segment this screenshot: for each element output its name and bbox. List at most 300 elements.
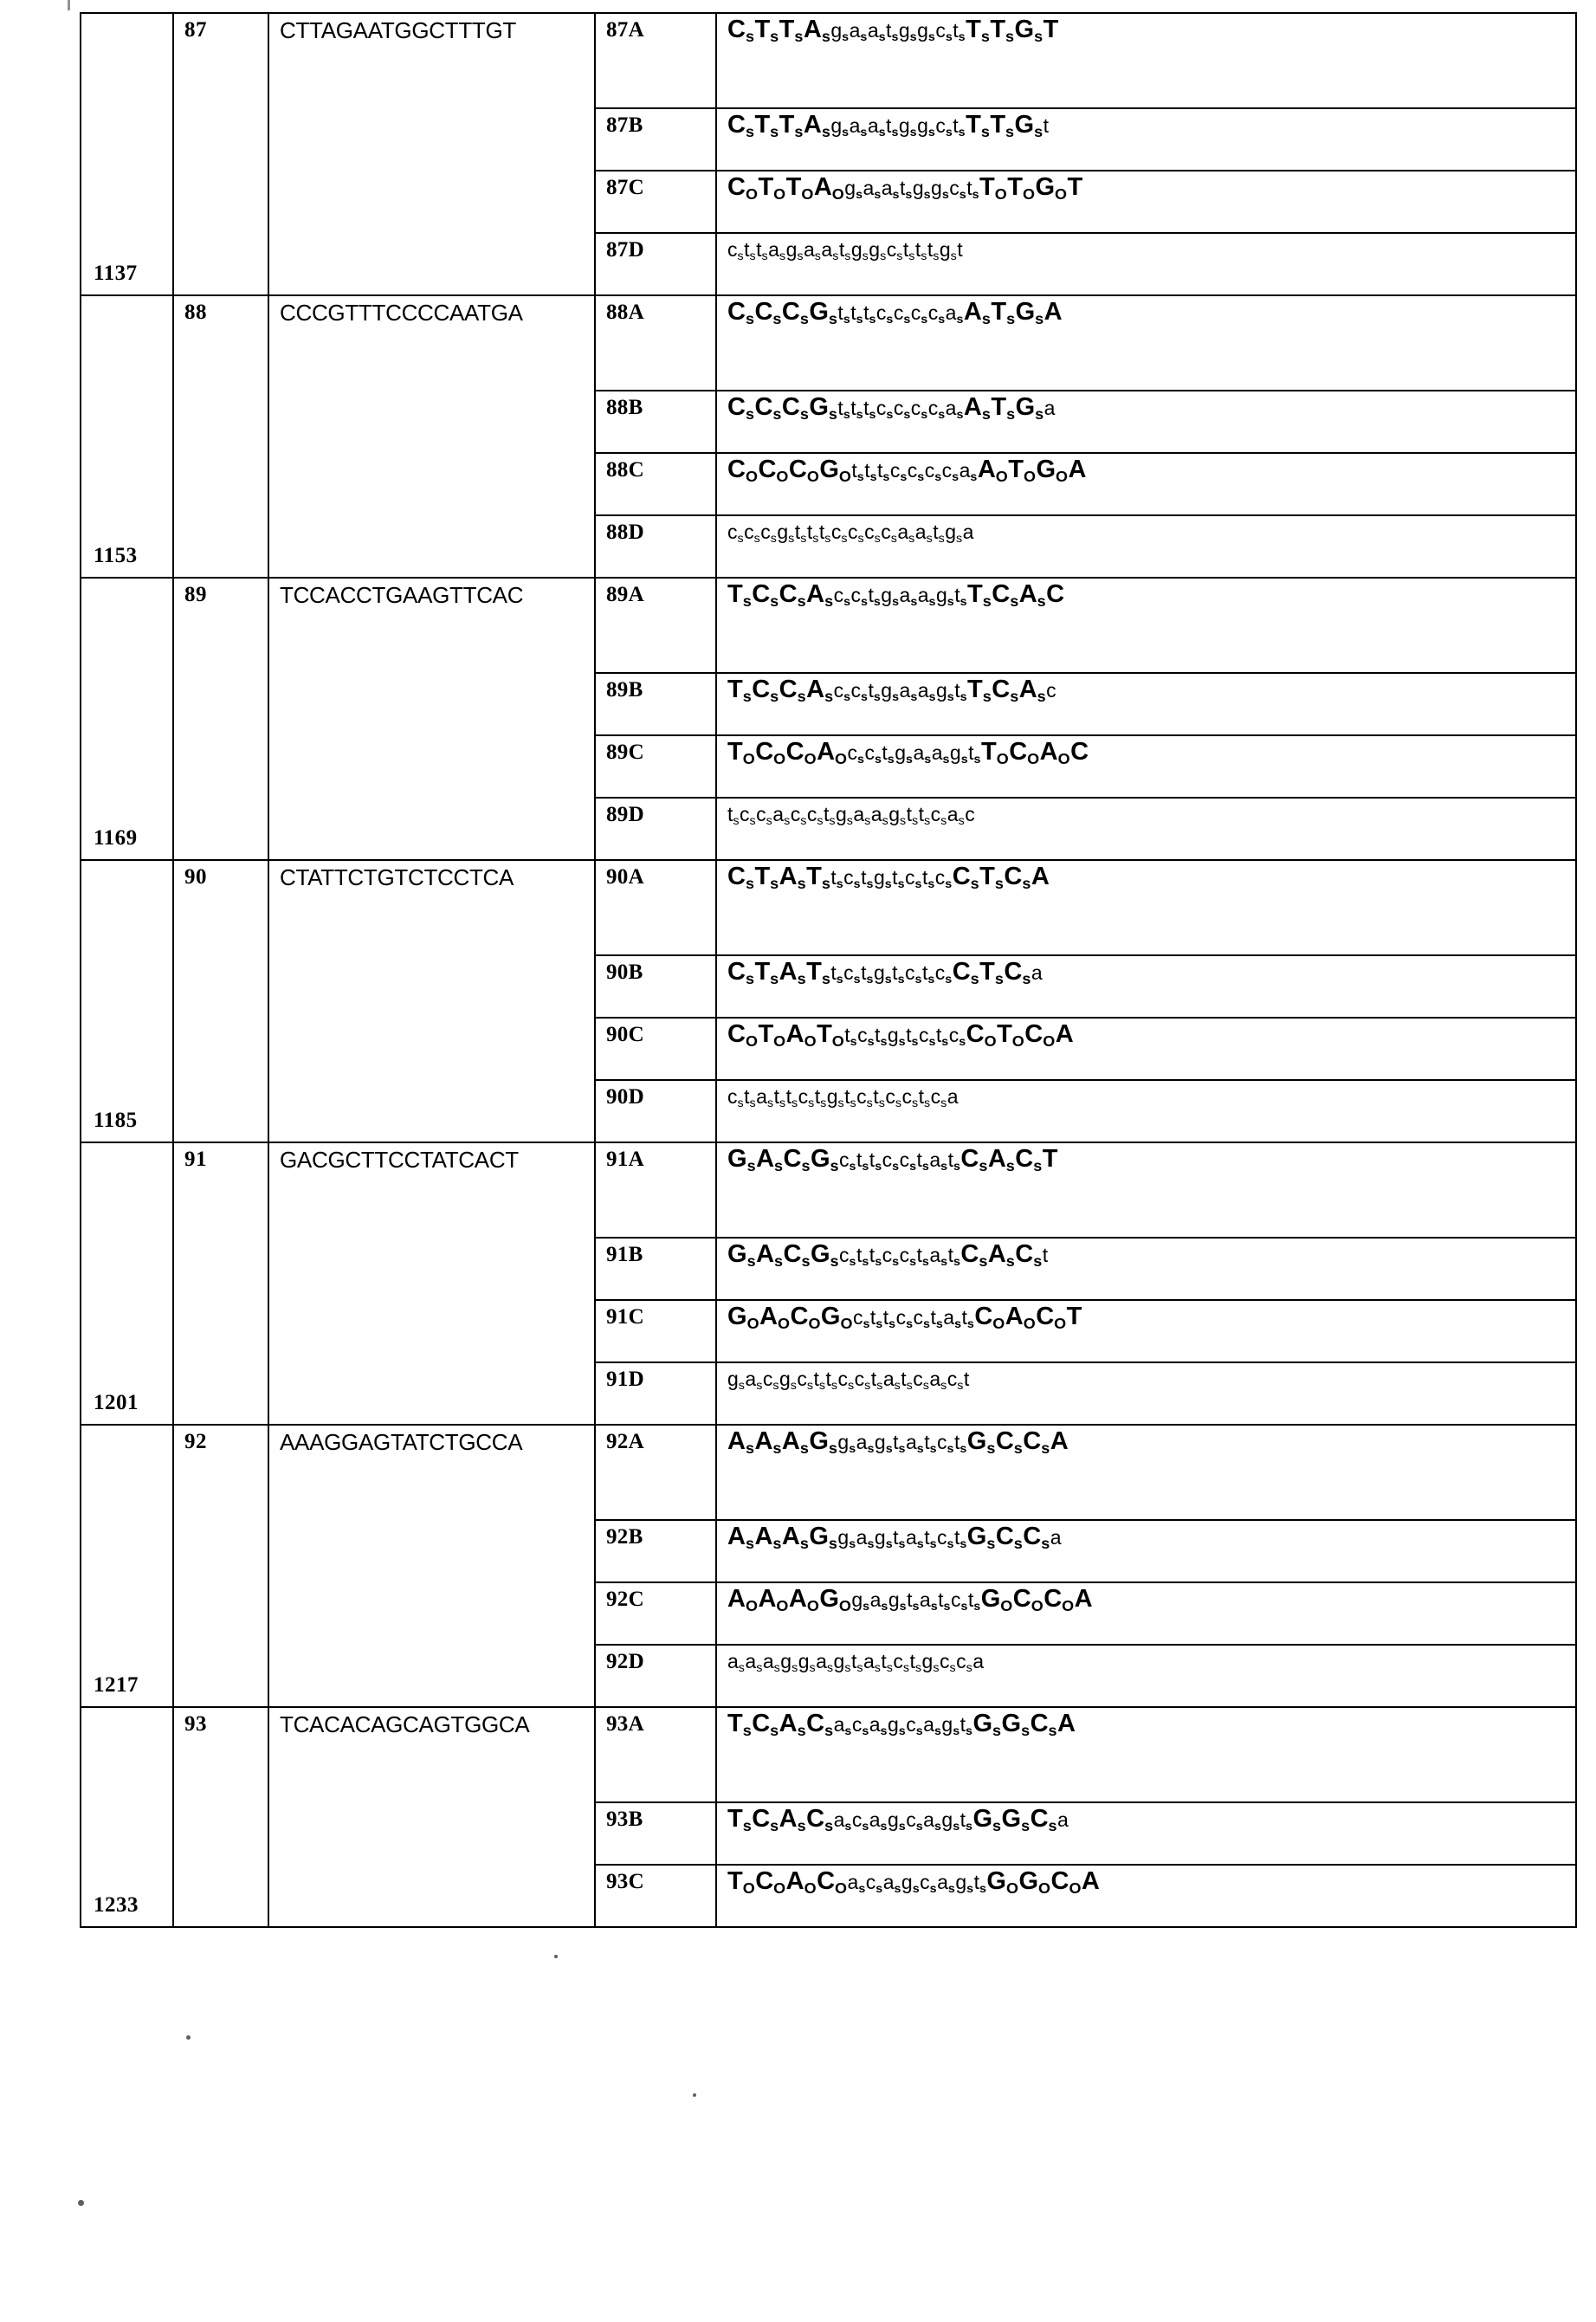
- residue: Cs: [806, 1710, 834, 1740]
- linkage-subscript: s: [849, 1537, 856, 1552]
- linkage-subscript: s: [844, 249, 851, 264]
- linkage-subscript: s: [858, 1882, 866, 1897]
- residue: cs: [893, 1650, 910, 1676]
- residue: A: [1081, 1867, 1100, 1895]
- residue: $C_s$: [727, 863, 754, 893]
- parent-sequence-value: TCACACAGCAGTGGCA: [280, 1711, 530, 1737]
- parent-sequence-value: CTTAGAATGGCTTTGT: [280, 17, 516, 43]
- residue: $g_s$: [935, 679, 954, 705]
- linkage-subscript: O: [773, 750, 786, 768]
- linkage-subscript: s: [770, 875, 779, 893]
- residue: $A_s$: [779, 958, 806, 988]
- linkage-subscript: s: [844, 1724, 852, 1739]
- residue: As: [781, 1427, 809, 1458]
- residue: As: [779, 1805, 806, 1835]
- linkage-subscript: s: [1005, 1157, 1015, 1175]
- residue: CO: [1012, 1585, 1044, 1615]
- linkage-subscript: s: [966, 1317, 974, 1332]
- residue: $c_s$: [893, 301, 911, 327]
- oligo-id-value: 89A: [606, 583, 644, 606]
- linkage-subscript: s: [933, 249, 940, 264]
- residue: gs: [837, 1526, 856, 1552]
- oligo-id-value: 89B: [606, 678, 643, 702]
- linkage-subscript: s: [876, 1379, 883, 1394]
- residue: $t_s$: [851, 459, 864, 485]
- linkage-subscript: s: [960, 753, 968, 767]
- linkage-subscript: O: [1011, 1032, 1024, 1051]
- residue: as: [833, 1808, 852, 1834]
- linkage-subscript: s: [1005, 1252, 1015, 1271]
- oligo-id-cell: [595, 1425, 716, 1520]
- residue: $c_s$: [907, 459, 925, 485]
- linkage-subscript: s: [890, 532, 897, 547]
- residue: A: [1055, 1020, 1074, 1048]
- residue: cs: [906, 1808, 923, 1834]
- linkage-subscript: s: [897, 877, 905, 892]
- residue: Cs: [1030, 1710, 1057, 1740]
- linkage-subscript: s: [928, 595, 936, 610]
- linkage-subscript: s: [862, 249, 869, 264]
- modified-sequence-value: [717, 674, 1575, 708]
- linkage-subscript: s: [898, 1537, 906, 1552]
- residue: ts: [947, 1244, 960, 1270]
- residue: $c_s$: [948, 1024, 966, 1050]
- modified-sequence-cell: [716, 171, 1576, 233]
- linkage-subscript: s: [935, 1317, 943, 1332]
- residue: Cs: [752, 1710, 779, 1740]
- oligo-id-value: 91A: [606, 1148, 644, 1171]
- linkage-subscript: s: [808, 1096, 815, 1111]
- residue: $T_s$: [754, 111, 779, 141]
- linkage-subscript: O: [992, 1315, 1005, 1333]
- linkage-subscript: s: [886, 1661, 893, 1676]
- residue: cs: [920, 1871, 937, 1897]
- residue: $c_s$: [839, 1148, 856, 1174]
- modified-sequence-value: [717, 1363, 1575, 1394]
- residue: $c_s$: [885, 1085, 901, 1111]
- linkage-subscript: s: [866, 1096, 873, 1111]
- residue: cs: [895, 1306, 913, 1332]
- residue: Gs: [966, 1427, 996, 1458]
- linkage-subscript: s: [878, 30, 886, 45]
- residue: As: [754, 1427, 782, 1458]
- residue: $c_s$: [790, 803, 807, 829]
- linkage-subscript: s: [770, 592, 779, 611]
- residue: $G_s$: [1014, 111, 1044, 141]
- linkage-subscript: s: [909, 1160, 916, 1174]
- linkage-subscript: s: [888, 1317, 896, 1332]
- oligo-id-value: 93B: [606, 1808, 643, 1831]
- linkage-subscript: s: [1048, 1722, 1057, 1740]
- residue: $A_O$: [785, 1020, 817, 1051]
- oligo-number-value: 91: [184, 1148, 207, 1171]
- oligo-id-cell: [595, 735, 716, 798]
- linkage-subscript: s: [772, 310, 782, 328]
- table-row: [81, 13, 1576, 108]
- residue: $t_s$: [794, 521, 807, 547]
- residue: Gs: [1001, 1710, 1031, 1740]
- residue: $T_O$: [1007, 173, 1035, 204]
- oligo-id-cell: [595, 578, 716, 673]
- linkage-subscript: s: [770, 28, 779, 46]
- linkage-subscript: s: [947, 1537, 954, 1552]
- oligo-id-cell: [595, 295, 716, 391]
- residue: ts: [856, 1244, 869, 1270]
- residue: $c_s$: [864, 741, 882, 767]
- linkage-subscript: s: [921, 408, 928, 423]
- linkage-subscript: s: [891, 30, 899, 45]
- parent-sequence-cell: [268, 295, 595, 578]
- residue: $a_s$: [959, 459, 978, 485]
- residue: $a_s$: [913, 741, 932, 767]
- linkage-subscript: s: [942, 753, 950, 767]
- residue: $A_O$: [817, 738, 848, 768]
- linkage-subscript: s: [947, 690, 954, 705]
- linkage-subscript: O: [804, 1032, 817, 1051]
- linkage-subscript: s: [856, 408, 863, 423]
- residue: T: [1066, 1303, 1082, 1330]
- linkage-subscript: s: [797, 1722, 806, 1740]
- residue: $T_s$: [806, 863, 830, 893]
- linkage-subscript: s: [886, 408, 894, 423]
- linkage-subscript: s: [909, 126, 917, 140]
- residue: as: [943, 1306, 961, 1332]
- residue: $G_O$: [1035, 173, 1067, 204]
- residue: ts: [850, 1650, 863, 1676]
- parent-sequence-value: TCCACCTGAAGTTCAC: [280, 582, 524, 608]
- residue: $c_s$: [744, 521, 760, 547]
- linkage-subscript: s: [973, 1600, 981, 1614]
- linkage-subscript: s: [924, 753, 932, 767]
- oligo-id-cell: [595, 108, 716, 171]
- linkage-subscript: s: [797, 592, 806, 611]
- residue: $c_s$: [843, 866, 861, 892]
- linkage-subscript: s: [924, 814, 931, 829]
- residue: $a_s$: [881, 177, 900, 203]
- linkage-subscript: s: [856, 470, 864, 485]
- linkage-subscript: O: [1062, 1597, 1075, 1615]
- linkage-subscript: s: [933, 1661, 940, 1676]
- oligo-number-cell: [173, 1142, 268, 1425]
- residue: $A_s$: [779, 863, 806, 893]
- residue: $t_s$: [863, 301, 876, 327]
- residue: $A_O$: [1039, 738, 1070, 768]
- residue: gs: [851, 1588, 870, 1614]
- residue: as: [929, 1368, 947, 1394]
- residue: gs: [833, 1650, 851, 1676]
- modified-sequence-cell: [716, 1645, 1576, 1707]
- modified-sequence-cell: [716, 1802, 1576, 1865]
- residue: $T_s$: [779, 16, 804, 46]
- residue: Gs: [727, 1240, 756, 1271]
- linkage-subscript: O: [838, 468, 851, 486]
- residue: t: [957, 238, 963, 261]
- oligo-id-cell: [595, 1142, 716, 1238]
- linkage-subscript: O: [831, 1032, 844, 1051]
- residue: ts: [953, 1526, 967, 1552]
- residue: $c_s$: [798, 1085, 815, 1111]
- linkage-subscript: s: [981, 405, 991, 424]
- linkage-subscript: O: [806, 1597, 819, 1615]
- linkage-subscript: s: [843, 595, 851, 610]
- linkage-subscript: s: [966, 1820, 972, 1834]
- residue: $C_s$: [952, 863, 979, 893]
- residue: AO: [785, 1867, 817, 1898]
- linkage-subscript: s: [972, 188, 979, 203]
- residue: $T_O$: [817, 1020, 844, 1051]
- residue: $a_s$: [867, 19, 886, 45]
- residue: $t_s$: [902, 238, 915, 264]
- residue: $t_s$: [899, 177, 913, 203]
- residue: $c_s$: [850, 584, 868, 610]
- residue: cs: [851, 1808, 869, 1834]
- residue: C: [1046, 580, 1065, 608]
- linkage-subscript: s: [912, 814, 919, 829]
- residue: gs: [779, 1368, 797, 1394]
- parent-sequence-cell: [268, 1707, 595, 1927]
- residue: $A_s$: [756, 1145, 784, 1175]
- residue: $t_s$: [875, 1024, 888, 1050]
- linkage-subscript: s: [797, 1817, 806, 1835]
- linkage-subscript: s: [903, 313, 911, 327]
- oligo-number-cell: [173, 295, 268, 578]
- residue: $C_s$: [781, 298, 809, 328]
- residue: ts: [953, 1431, 967, 1457]
- residue: $g_s$: [826, 1085, 844, 1111]
- residue: $C_s$: [779, 580, 806, 611]
- residue: T: [1043, 16, 1059, 43]
- modified-sequence-value: [717, 14, 1575, 48]
- residue: $C_O$: [755, 738, 786, 768]
- residue: $G_s$: [1014, 16, 1044, 46]
- residue: as: [905, 1431, 924, 1457]
- residue: $T_s$: [979, 958, 1004, 988]
- residue: $t_s$: [918, 803, 931, 829]
- linkage-subscript: s: [1013, 1535, 1023, 1553]
- residue: ts: [967, 1588, 981, 1614]
- linkage-subscript: s: [746, 1252, 756, 1271]
- residue: gs: [941, 1808, 960, 1834]
- linkage-subscript: s: [1005, 28, 1015, 46]
- linkage-subscript: s: [844, 1820, 852, 1834]
- linkage-subscript: O: [1038, 1879, 1050, 1898]
- residue: $t_s$: [947, 1148, 960, 1174]
- linkage-subscript: s: [940, 814, 947, 829]
- parent-sequence-cell: [268, 578, 595, 860]
- modified-sequence-value: [717, 1583, 1575, 1617]
- residue: $c_s$: [850, 679, 868, 705]
- linkage-subscript: s: [862, 1724, 869, 1739]
- residue: A: [1074, 1585, 1093, 1613]
- oligo-id-value: 87C: [606, 176, 644, 199]
- residue: $t_s$: [727, 803, 740, 829]
- linkage-subscript: s: [861, 595, 868, 610]
- residue: $g_s$: [850, 238, 869, 264]
- residue: gs: [727, 1368, 745, 1394]
- seq-id-no-value: 1185: [94, 1109, 138, 1132]
- modified-sequence-cell: [716, 453, 1576, 515]
- residue: $t_s$: [837, 301, 850, 327]
- residue: Gs: [966, 1523, 996, 1553]
- linkage-subscript: s: [779, 1096, 786, 1111]
- residue: $C_O$: [727, 173, 758, 204]
- residue: $C_O$: [966, 1020, 997, 1051]
- modified-sequence-cell: [716, 1238, 1576, 1300]
- linkage-subscript: O: [1023, 468, 1036, 486]
- residue: $A_s$: [806, 676, 834, 706]
- residue: AO: [759, 1303, 790, 1333]
- oligo-id-value: 93A: [606, 1712, 644, 1736]
- oligo-id-value: 92D: [606, 1650, 644, 1673]
- linkage-subscript: s: [774, 1157, 784, 1175]
- linkage-subscript: s: [884, 973, 892, 987]
- residue: $g_s$: [881, 584, 900, 610]
- linkage-subscript: s: [938, 408, 946, 423]
- residue: $C_s$: [727, 16, 754, 46]
- residue: $c_s$: [740, 803, 756, 829]
- linkage-subscript: s: [911, 1096, 919, 1111]
- linkage-subscript: s: [892, 1255, 900, 1270]
- residue: CO: [1044, 1585, 1075, 1615]
- linkage-subscript: s: [958, 126, 966, 140]
- residue: $T_O$: [1008, 456, 1036, 486]
- oligo-id-value: 89C: [606, 741, 644, 764]
- residue: cs: [939, 1650, 956, 1676]
- linkage-subscript: s: [1034, 123, 1044, 141]
- linkage-subscript: s: [930, 1600, 938, 1614]
- linkage-subscript: s: [856, 1661, 863, 1676]
- residue: $c_s$: [910, 301, 928, 327]
- residue: gs: [874, 1431, 893, 1457]
- residue: $T_s$: [991, 393, 1016, 424]
- linkage-subscript: s: [912, 1600, 920, 1614]
- residue: $a_s$: [849, 19, 868, 45]
- residue: a: [1044, 397, 1056, 419]
- linkage-subscript: s: [850, 1096, 856, 1111]
- residue: $c_s$: [901, 1085, 919, 1111]
- linkage-subscript: s: [867, 1035, 875, 1050]
- linkage-subscript: s: [874, 532, 881, 547]
- residue: $g_s$: [835, 803, 853, 829]
- residue: $T_s$: [991, 298, 1016, 328]
- linkage-subscript: s: [960, 595, 967, 610]
- residue: as: [847, 1871, 866, 1897]
- linkage-subscript: s: [911, 1035, 919, 1050]
- linkage-subscript: O: [1022, 185, 1035, 204]
- residue: ts: [973, 1871, 986, 1897]
- residue: $t_s$: [869, 1148, 882, 1174]
- linkage-subscript: s: [960, 690, 967, 705]
- residue: $t_s$: [844, 1024, 857, 1050]
- residue: gs: [837, 1431, 856, 1457]
- linkage-subscript: s: [923, 1096, 931, 1111]
- seq-id-no-cell: [81, 1425, 173, 1707]
- linkage-subscript: s: [856, 313, 863, 327]
- residue: cs: [947, 1368, 964, 1394]
- residue: $t_s$: [850, 397, 863, 423]
- linkage-subscript: s: [908, 532, 915, 547]
- residue: $C_O$: [1009, 738, 1040, 768]
- linkage-subscript: s: [842, 126, 850, 140]
- linkage-subscript: s: [960, 1442, 967, 1457]
- residue: $c_s$: [927, 301, 946, 327]
- linkage-subscript: s: [749, 814, 756, 829]
- linkage-subscript: s: [980, 123, 990, 141]
- parent-sequence-cell: [268, 1142, 595, 1425]
- residue: $T_s$: [754, 863, 779, 893]
- linkage-subscript: s: [906, 1317, 913, 1332]
- residue: cs: [937, 1431, 954, 1457]
- residue: Cs: [1023, 1427, 1050, 1458]
- residue: $g_s$: [785, 238, 804, 264]
- residue: $A_O$: [813, 173, 844, 204]
- linkage-subscript: s: [745, 1439, 754, 1458]
- linkage-subscript: O: [773, 1032, 786, 1051]
- residue: $g_s$: [887, 1024, 906, 1050]
- linkage-subscript: s: [941, 188, 949, 203]
- linkage-subscript: s: [850, 1035, 857, 1050]
- residue: $c_s$: [905, 866, 922, 892]
- modified-sequence-cell: [716, 1142, 1576, 1238]
- residue: $t_s$: [756, 238, 768, 264]
- residue: $a_s$: [849, 114, 868, 140]
- residue: $t_s$: [921, 866, 935, 892]
- seq-id-no-value: 1217: [94, 1673, 139, 1697]
- scan-speck: [78, 2200, 84, 2206]
- residue: $t_s$: [882, 741, 895, 767]
- residue: As: [754, 1523, 782, 1553]
- residue: ts: [938, 1588, 951, 1614]
- residue: $t_s$: [806, 521, 819, 547]
- linkage-subscript: s: [1048, 1817, 1057, 1835]
- residue: GO: [980, 1585, 1013, 1615]
- residue: AO: [727, 1585, 758, 1615]
- linkage-subscript: s: [898, 1035, 906, 1050]
- oligo-id-value: 88A: [606, 301, 644, 324]
- linkage-subscript: s: [928, 690, 936, 705]
- oligo-id-cell: [595, 1362, 716, 1425]
- oligo-id-value: 92A: [606, 1430, 644, 1453]
- oligo-id-cell: [595, 798, 716, 860]
- residue: as: [869, 1588, 888, 1614]
- linkage-subscript: O: [840, 1315, 853, 1333]
- parent-sequence-cell: [268, 860, 595, 1142]
- linkage-subscript: s: [797, 688, 806, 706]
- residue: $a_s$: [947, 803, 965, 829]
- oligo-id-value: 90D: [606, 1085, 644, 1109]
- linkage-subscript: s: [784, 814, 791, 829]
- residue: Cs: [783, 1240, 811, 1271]
- residue: $c_s$: [843, 961, 861, 987]
- residue: $A_s$: [806, 580, 834, 611]
- residue: $t_s$: [886, 114, 899, 140]
- residue: as: [905, 1526, 924, 1552]
- residue: $a_s$: [756, 1085, 774, 1111]
- modified-sequence-value: [717, 799, 1575, 830]
- linkage-subscript: s: [832, 249, 839, 264]
- linkage-subscript: s: [738, 1379, 745, 1394]
- modified-sequence-value: [717, 234, 1575, 265]
- linkage-subscript: s: [824, 592, 834, 611]
- residue: $t_s$: [830, 866, 843, 892]
- residue: $A_s$: [963, 393, 991, 424]
- residue: $A_s$: [963, 298, 991, 328]
- residue: $c_s$: [727, 1085, 744, 1111]
- linkage-subscript: s: [938, 532, 945, 547]
- residue: $a_s$: [804, 238, 821, 264]
- linkage-subscript: s: [806, 1379, 814, 1394]
- residue: as: [745, 1650, 763, 1676]
